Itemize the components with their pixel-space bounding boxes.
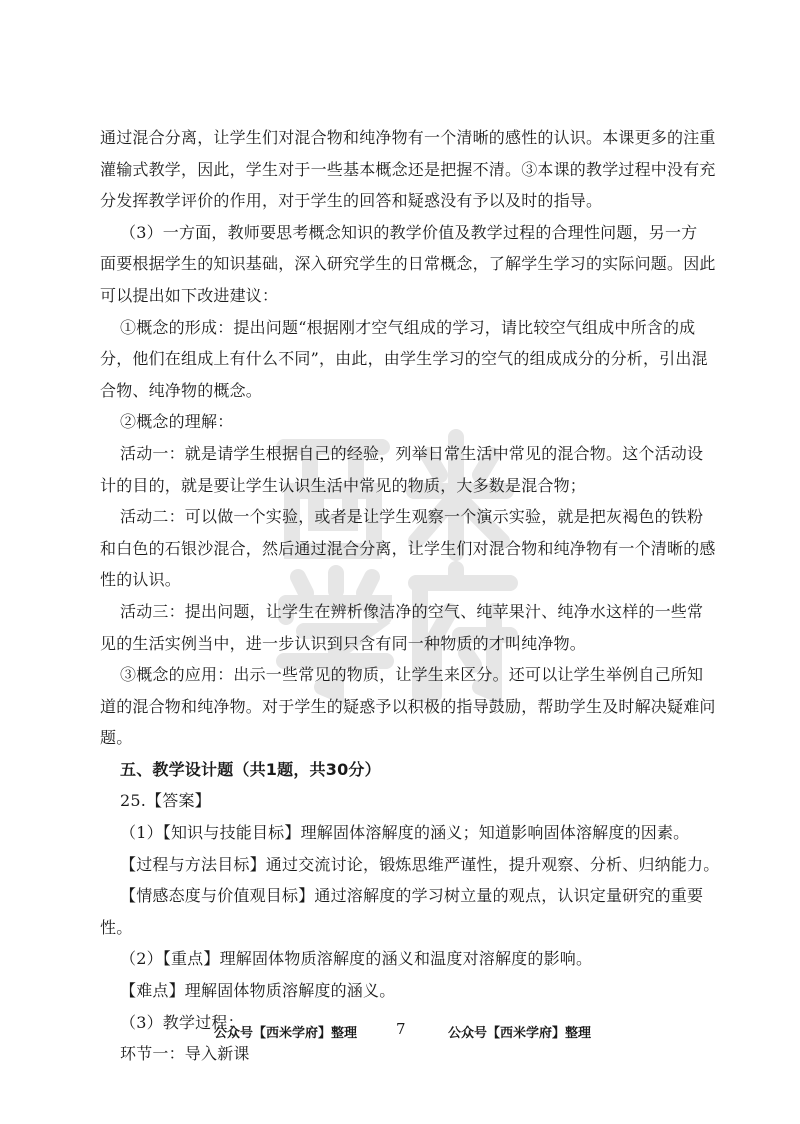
paragraph-start: 【情感态度与价值观目标】通过溶解度的学习树立量的观点，认识定量研究的重要	[120, 886, 704, 906]
paragraph-start: （3）一方面，教师要思考概念知识的教学价值及教学过程的合理性问题，另一方	[120, 222, 698, 242]
paragraph-start: ①概念的形成：提出问题“根据刚才空气组成的学习，请比较空气组成中所含的成	[120, 317, 696, 337]
body-line: 计的目的，就是要让学生认识生活中常见的物质，大多数是混合物；	[100, 475, 587, 495]
paragraph-start: 活动三：提出问题，让学生在辨析像洁净的空气、纯苹果汁、纯净水这样的一些常	[120, 601, 704, 621]
paragraph-start: （2）【重点】理解固体物质溶解度的涵义和温度对溶解度的影响。	[120, 949, 593, 969]
paragraph-start: （3）教学过程：	[120, 1012, 244, 1032]
document-body	[100, 122, 720, 1070]
body-line: 通过混合分离，让学生们对混合物和纯净物有一个清晰的感性的认识。本课更多的注重	[100, 128, 716, 147]
body-line: 分，他们在组成上有什么不同”，由此，由学生学习的空气的组成成分的分析，引出混	[100, 349, 708, 369]
paragraph-start: （1）【知识与技能目标】理解固体溶解度的涵义；知道影响固体溶解度的因素。	[120, 823, 690, 843]
paragraph-start: 环节一：导入新课	[120, 1044, 250, 1064]
body-line: 面要根据学生的知识基础，深入研究学生的日常概念，了解学生学习的实际问题。因此	[100, 254, 716, 274]
answer-label: 25.【答案】	[120, 791, 211, 811]
paragraph-start: 【过程与方法目标】通过交流讨论，锻炼思维严谨性，提升观察、分析、归纳能力。	[120, 854, 720, 874]
body-line: 道的混合物和纯净物。对于学生的疑惑予以积极的指导鼓励，帮助学生及时解决疑难问	[100, 696, 716, 716]
paragraph-start: ②概念的理解：	[120, 412, 234, 432]
page-number: 7	[396, 1020, 406, 1038]
paragraph-start: 活动二：可以做一个实验，或者是让学生观察一个演示实验，就是把灰褐色的铁粉	[120, 507, 704, 527]
paragraph-start: 【难点】理解固体物质溶解度的涵义。	[120, 981, 396, 1001]
body-line: 和白色的石银沙混合，然后通过混合分离，让学生们对混合物和纯净物有一个清晰的感	[100, 538, 716, 558]
footer-left-text: 公众号【西米学府】整理	[214, 1026, 358, 1041]
body-line: 灌输式教学，因此，学生对于一些基本概念还是把握不清。③本课的教学过程中没有充	[100, 159, 716, 179]
section-heading: 五、教学设计题（共1题，共30分）	[120, 759, 381, 779]
body-line: 分发挥教学评价的作用，对于学生的回答和疑惑没有予以及时的指导。	[100, 191, 603, 211]
footer-right-text: 公众号【西米学府】整理	[448, 1026, 592, 1041]
body-line: 题。	[100, 728, 133, 748]
paragraph-start: ③概念的应用：出示一些常见的物质，让学生来区分。还可以让学生举例自己所知	[120, 665, 704, 685]
paragraph-start: 活动一：就是请学生根据自己的经验，列举日常生活中常见的混合物。这个活动设	[120, 443, 704, 463]
page-footer	[0, 1020, 800, 1044]
body-line: 性的认识。	[100, 570, 182, 590]
body-line: 合物、纯净物的概念。	[100, 380, 263, 400]
body-line: 见的生活实例当中，进一步认识到只含有同一种物质的才叫纯净物。	[100, 633, 587, 653]
body-line: 性。	[100, 917, 133, 937]
body-line: 可以提出如下改进建议：	[100, 285, 279, 305]
